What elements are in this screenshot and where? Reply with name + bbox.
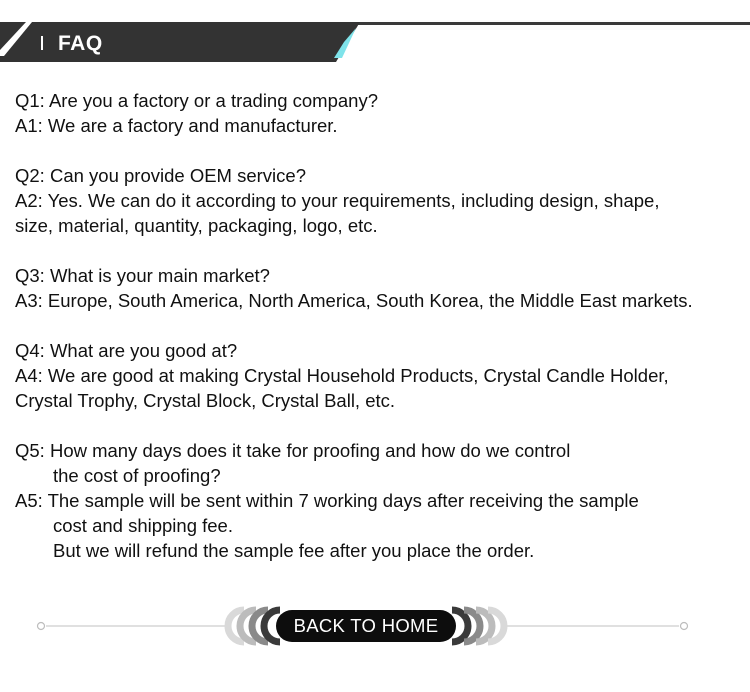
back-to-home-button[interactable]: BACK TO HOME xyxy=(276,610,456,642)
faq-item-5 xyxy=(15,438,745,563)
answer-5-line-1: A5: The sample will be sent within 7 working days after receiving the sample xyxy=(15,490,639,511)
faq-list xyxy=(15,88,745,588)
answer-3: A3: Europe, South America, North America, South Korea, the Middle East markets. xyxy=(15,290,693,311)
answer-1: A1: We are a factory and manufacturer. xyxy=(15,115,338,136)
answer-4-line-1: A4: We are good at making Crystal Household Products, Crystal Candle Holder, xyxy=(15,365,669,386)
faq-item-3 xyxy=(15,263,745,313)
faq-item-4 xyxy=(15,338,745,413)
question-2: Q2: Can you provide OEM service? xyxy=(15,165,306,186)
left-end-circle-icon xyxy=(38,623,45,630)
answer-2-line-2: size, material, quantity, packaging, logo, etc. xyxy=(15,215,378,236)
footer-nav xyxy=(0,600,750,652)
faq-item-2 xyxy=(15,163,745,238)
question-4: Q4: What are you good at? xyxy=(15,340,238,361)
question-3: Q3: What is your main market? xyxy=(15,265,270,286)
faq-item-1 xyxy=(15,88,745,138)
question-5-line-1: Q5: How many days does it take for proofing and how do we control xyxy=(15,440,571,461)
left-arcs-icon xyxy=(228,610,280,642)
answer-2-line-1: A2: Yes. We can do it according to your requirements, including design, shape, xyxy=(15,190,660,211)
question-1: Q1: Are you a factory or a trading company? xyxy=(15,90,378,111)
right-end-circle-icon xyxy=(681,623,688,630)
right-arcs-icon xyxy=(452,610,504,642)
page-title: FAQ xyxy=(58,32,103,55)
header-tick-mark xyxy=(41,36,43,50)
question-5-line-2: the cost of proofing? xyxy=(53,465,221,486)
answer-4-line-2: Crystal Trophy, Crystal Block, Crystal Ball, etc. xyxy=(15,390,396,411)
answer-5-line-3: But we will refund the sample fee after you place the order. xyxy=(53,540,535,561)
faq-header xyxy=(0,0,750,64)
answer-5-line-2: cost and shipping fee. xyxy=(53,515,233,536)
header-banner xyxy=(0,22,360,62)
header-banner-shape xyxy=(0,0,750,64)
